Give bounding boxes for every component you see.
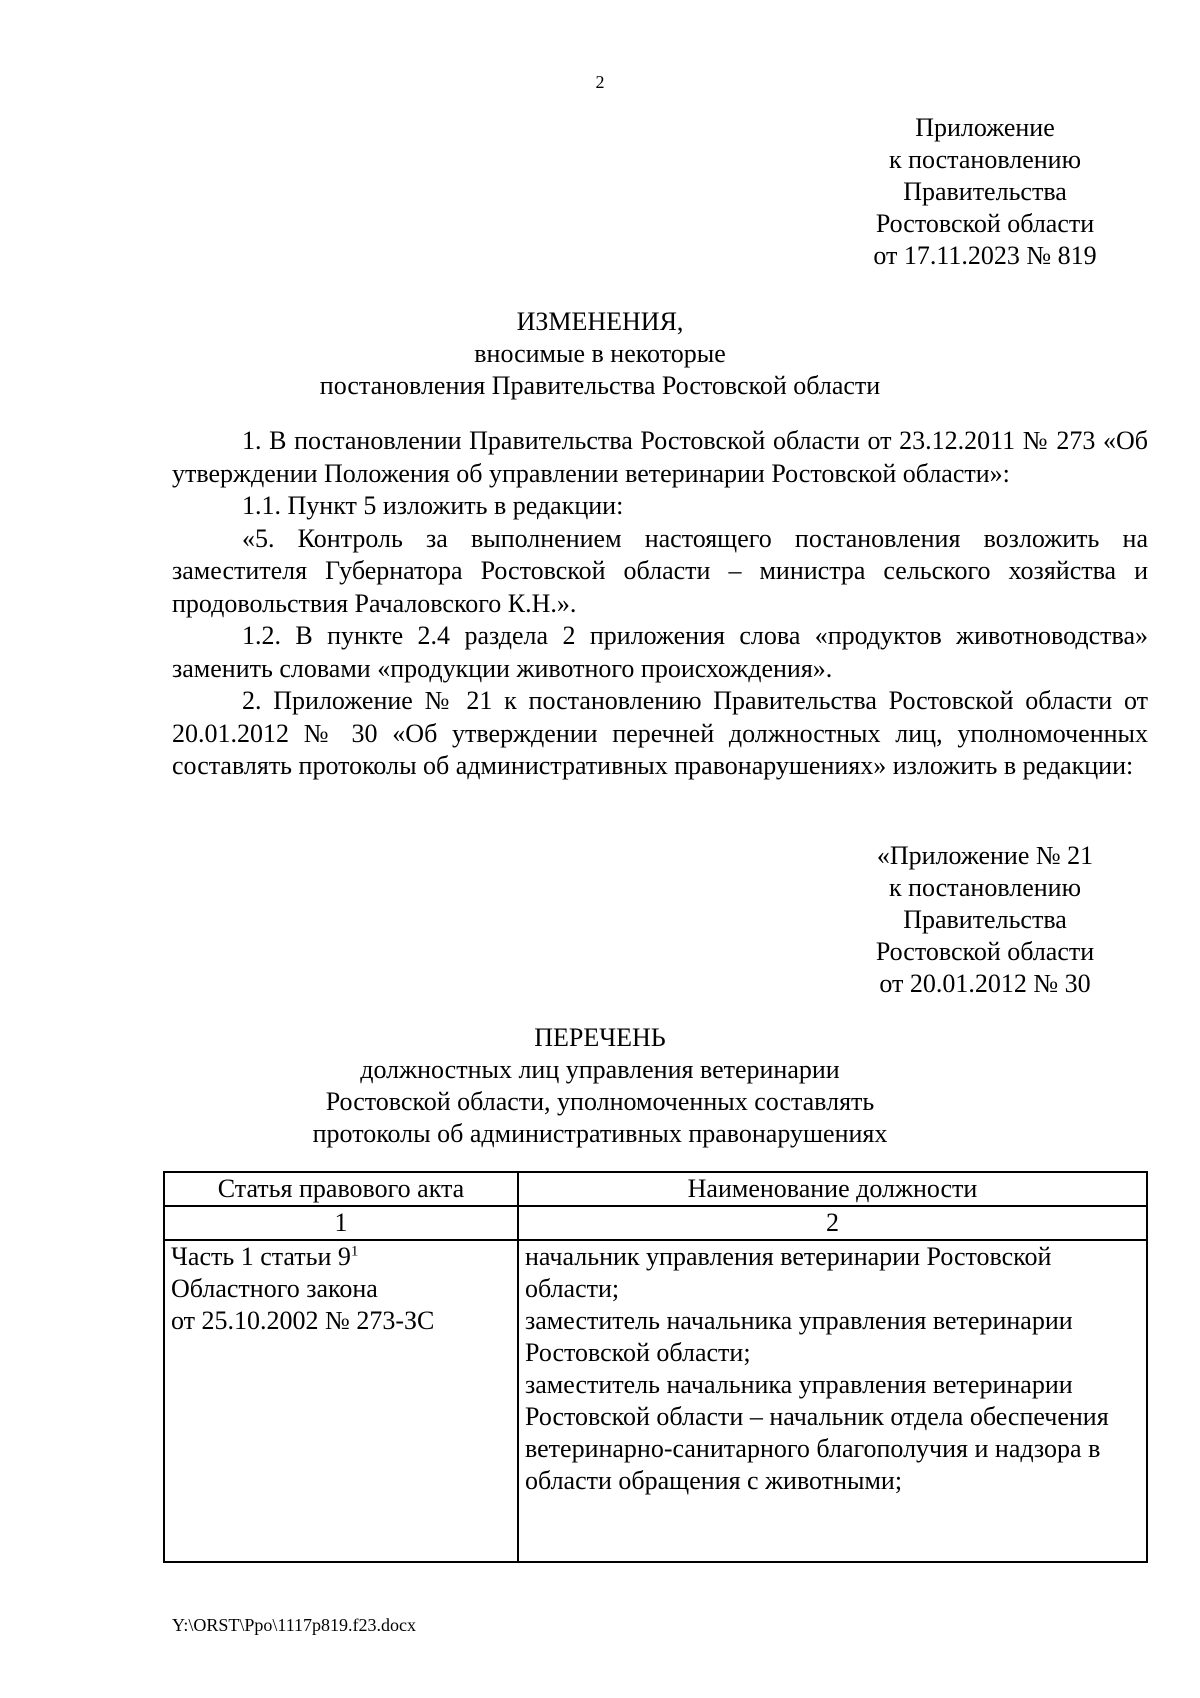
heading-subtitle: постановления Правительства Ростовской области — [319, 371, 881, 400]
positions-cell — [518, 1240, 1147, 1562]
heading-subtitle: вносимые в некоторые — [474, 339, 726, 368]
document-body — [172, 425, 1148, 783]
list-subtitle: протоколы об административных правонарушениях — [312, 1119, 888, 1148]
officials-table — [163, 1171, 1148, 1563]
table-header-cell: Наименование должности — [518, 1172, 1147, 1206]
heading-title: ИЗМЕНЕНИЯ, — [516, 307, 684, 336]
appendix-line: от 17.11.2023 № 819 — [873, 241, 1097, 270]
article-superscript: 1 — [350, 1243, 359, 1260]
page-number: 2 — [595, 72, 605, 92]
list-subtitle: Ростовской области, уполномоченных составлять — [325, 1087, 875, 1116]
table-header-row — [164, 1172, 1147, 1206]
appendix-line: Ростовской области — [875, 937, 1095, 966]
appendix-line: к постановлению — [888, 873, 1082, 902]
paragraph-1-2: 1.2. В пункте 2.4 раздела 2 приложения слова «продуктов животноводства» заменить словами «продукции животного происхождения». — [172, 621, 1148, 683]
article-line — [171, 1241, 511, 1273]
article-line: Областного закона — [171, 1274, 378, 1303]
article-text: Часть 1 статьи 9 — [171, 1242, 351, 1271]
position-item: заместитель начальника управления ветеринарии Ростовской области – начальник отдела обеспечения ветеринарно-санитарного благополучия и надзора в области обращения с животными; — [525, 1370, 1109, 1495]
table-row — [164, 1240, 1147, 1562]
appendix-line: Правительства — [903, 905, 1067, 934]
appendix-line: к постановлению — [888, 145, 1082, 174]
appendix-header — [820, 112, 1150, 272]
paragraph-1-1-text: «5. Контроль за выполнением настоящего постановления возложить на заместителя Губернатора Ростовской области – министра сельского хозяйства и продовольствия Рачаловского К.Н.». — [172, 523, 1148, 618]
appendix-21-header — [820, 840, 1150, 1000]
appendix-line: «Приложение № 21 — [876, 841, 1094, 870]
list-heading — [0, 1022, 1200, 1150]
appendix-line: Правительства — [903, 177, 1067, 206]
list-title: ПЕРЕЧЕНЬ — [534, 1023, 666, 1052]
table-header-cell: Статья правового акта — [164, 1172, 518, 1206]
paragraph-1: 1. В постановлении Правительства Ростовской области от 23.12.2011 № 273 «Об утверждении Положения об управлении ветеринарии Ростовской области»: — [172, 426, 1148, 488]
list-subtitle: должностных лиц управления ветеринарии — [360, 1055, 840, 1084]
table-number-row — [164, 1206, 1147, 1240]
appendix-line: от 20.01.2012 № 30 — [879, 969, 1091, 998]
column-number: 1 — [164, 1206, 518, 1240]
appendix-line: Ростовской области — [875, 209, 1095, 238]
article-line: от 25.10.2002 № 273-ЗС — [171, 1306, 435, 1335]
changes-heading — [0, 306, 1200, 402]
appendix-line: Приложение — [915, 113, 1055, 142]
article-cell — [164, 1240, 518, 1562]
paragraph-2: 2. Приложение № 21 к постановлению Правительства Ростовской области от 20.01.2012 № 30 «Об утверждении перечней должностных лиц, уполномоченных составлять протоколы об административных правонарушениях» изложить в редакции: — [172, 686, 1148, 780]
position-item: начальник управления ветеринарии Ростовской области; — [525, 1242, 1052, 1303]
file-path-footer: Y:\ORST\Ppo\1117p819.f23.docx — [172, 1615, 417, 1635]
position-item: заместитель начальника управления ветеринарии Ростовской области; — [525, 1306, 1073, 1367]
column-number: 2 — [518, 1206, 1147, 1240]
paragraph-1-1: 1.1. Пункт 5 изложить в редакции: — [242, 491, 624, 520]
